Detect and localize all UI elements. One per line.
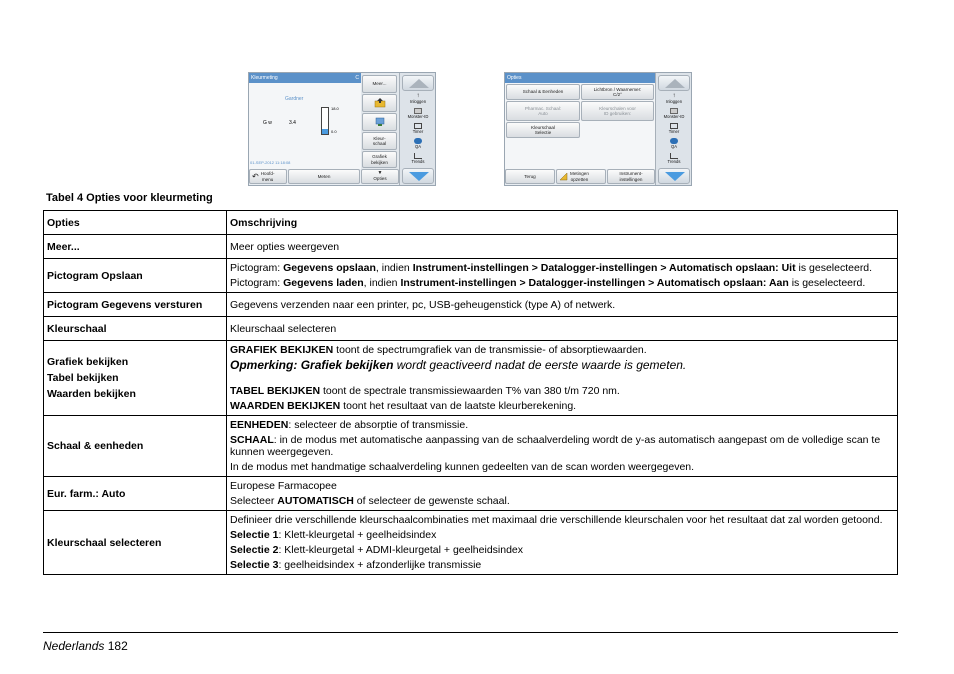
kleurschaal-selectie-button[interactable]: Kleurschaal Selectie — [506, 122, 580, 138]
table-row — [44, 235, 898, 259]
sidebar-label: Inloggen — [409, 99, 427, 104]
sidebar-label: Timer — [668, 129, 680, 134]
sidebar-item-inloggen[interactable] — [658, 92, 690, 107]
sidebar-item-qa[interactable] — [658, 137, 690, 152]
screen-title-right: C — [355, 75, 359, 81]
description-paragraph: Pictogram: Gegevens opslaan, indien Instrument-instellingen > Datalogger-instellingen > Automatisch opslaan: Uit is geselecteerd. — [230, 262, 873, 274]
scale-top: 18.0 — [331, 106, 339, 111]
button-column — [361, 73, 399, 169]
option-cell: Kleurschaal — [44, 317, 227, 341]
screen-title: Kleurmeting — [251, 75, 278, 81]
options-table — [43, 210, 898, 575]
options-area — [505, 83, 655, 169]
home-button[interactable] — [249, 169, 287, 184]
kleurschalen-id-button[interactable]: Kleurschalen voor ID gebruiken: — [581, 101, 654, 121]
table-header-row — [44, 211, 898, 235]
sidebar-item-trends[interactable] — [658, 152, 690, 167]
opties-button[interactable] — [361, 169, 399, 184]
meer-button[interactable]: Meer... — [362, 75, 397, 93]
header-opties: Opties — [44, 211, 227, 235]
note-paragraph: Opmerking: Grafiek bekijken wordt geactiveerd nadat de eerste waarde is gemeten. — [230, 358, 687, 372]
option-line: Grafiek bekijken — [47, 356, 129, 368]
sidebar-label: Trends — [411, 159, 425, 164]
description-cell: Kleurschaal selecteren — [227, 317, 898, 341]
option-cell: Schaal & eenheden — [44, 416, 227, 477]
sidebar-label: Monster-ID — [663, 114, 685, 119]
opties-button-label: Opties — [373, 176, 387, 182]
arrow-up-icon: ↑ — [416, 93, 420, 99]
scale-bottom: 0.0 — [331, 129, 337, 134]
table-row — [44, 477, 898, 511]
description-cell — [227, 341, 898, 416]
sidebar-item-monster-id[interactable] — [402, 107, 434, 122]
sidebar-item-qa[interactable] — [402, 137, 434, 152]
home-button-label: Hoofd- menu — [260, 171, 275, 182]
sidebar-item-timer[interactable] — [658, 122, 690, 137]
scroll-up-button[interactable] — [658, 75, 690, 91]
scale-bar-fill — [322, 129, 328, 134]
sidebar-label: QA — [670, 144, 678, 149]
description-paragraph: Europese Farmacopee — [230, 480, 337, 492]
measurement-area — [249, 83, 361, 169]
description-cell — [227, 511, 898, 575]
footer-rule — [43, 632, 898, 633]
screenshot-opties — [504, 72, 692, 186]
description-paragraph: Selectie 3: geelheidsindex + afzonderlijke transmissie — [230, 559, 482, 571]
sidebar — [399, 73, 435, 185]
schaal-eenheden-button[interactable]: Schaal & Eenheden — [506, 84, 580, 100]
screen-title-bar — [505, 73, 655, 83]
description-cell: Meer opties weergeven — [227, 235, 898, 259]
sidebar-label: Monster-ID — [407, 114, 429, 119]
description-paragraph: EENHEDEN: selecteer de absorptie of transmissie. — [230, 419, 469, 431]
reading-value: 3.4 — [289, 120, 296, 126]
description-paragraph: SCHAAL: in de modus met automatische aanpassing van de schaalverdeling wordt de y-as automatisch aangepast om de volledige scan te kunnen weergegeven. — [230, 434, 881, 458]
sidebar-item-trends[interactable] — [402, 152, 434, 167]
sidebar-label: Inloggen — [665, 99, 683, 104]
description-paragraph: WAARDEN BEKIJKEN toont het resultaat van de laatste kleurberekening. — [230, 400, 577, 412]
option-cell: Pictogram Opslaan — [44, 259, 227, 293]
sidebar — [655, 73, 691, 185]
description-paragraph: Definieer drie verschillende kleurschaalcombinaties met maximaal drie verschillende kleurschalen voor het resultaat dat zal worden getoond. — [230, 514, 883, 526]
back-arrow-icon: ↶ — [252, 171, 259, 181]
screenshot-kleurmeting — [248, 72, 436, 186]
ruler-icon — [559, 172, 568, 181]
sidebar-item-inloggen[interactable] — [402, 92, 434, 107]
timestamp: 01-SEP-2012 11:18:08 — [250, 160, 291, 165]
pharmac-schaal-button[interactable]: Pharmac. Schaal: Auto — [506, 101, 580, 121]
table-row — [44, 416, 898, 477]
scroll-down-button[interactable] — [658, 168, 690, 184]
grafiek-bekijken-button[interactable]: Grafiek bekijken — [362, 151, 397, 168]
table-row — [44, 293, 898, 317]
option-line: Tabel bekijken — [47, 372, 119, 384]
description-paragraph: Pictogram: Gegevens laden, indien Instrument-instellingen > Datalogger-instellingen > Automatisch opslaan: Aan is geselecteerd. — [230, 277, 866, 289]
screen-title: Opties — [507, 75, 522, 81]
table-caption: Tabel 4 Opties voor kleurmeting — [46, 192, 213, 204]
scroll-down-button[interactable] — [402, 168, 434, 184]
description-paragraph: Selectie 1: Klett-kleurgetal + geelheidsindex — [230, 529, 437, 541]
description-cell — [227, 259, 898, 293]
sidebar-label: Trends — [667, 159, 681, 164]
option-cell — [44, 341, 227, 416]
instrument-instellingen-button[interactable]: Instrument- instellingen — [607, 169, 655, 184]
description-paragraph: GRAFIEK BEKIJKEN toont de spectrumgrafiek van de transmissie- of absorptiewaarden. — [230, 344, 647, 356]
meten-button[interactable]: Meten — [288, 169, 360, 184]
save-data-button[interactable] — [362, 94, 397, 112]
sidebar-label: QA — [414, 144, 422, 149]
folder-save-icon — [374, 98, 386, 108]
sidebar-item-monster-id[interactable] — [658, 107, 690, 122]
option-cell: Meer... — [44, 235, 227, 259]
header-omschrijving: Omschrijving — [227, 211, 898, 235]
metingen-opzetten-label: Metingen opzetten — [570, 171, 589, 182]
kleurschaal-button[interactable]: Kleur- schaal — [362, 132, 397, 150]
footer — [43, 639, 128, 653]
page-number: 182 — [107, 639, 128, 653]
table-row — [44, 317, 898, 341]
sidebar-item-timer[interactable] — [402, 122, 434, 137]
description-cell — [227, 416, 898, 477]
description-paragraph: Selecteer AUTOMATISCH of selecteer de gewenste schaal. — [230, 495, 510, 507]
option-cell: Pictogram Gegevens versturen — [44, 293, 227, 317]
send-data-icon — [374, 117, 386, 127]
terug-button[interactable]: Terug — [505, 169, 555, 184]
description-paragraph: In de modus met handmatige schaalverdeling kunnen gedeelten van de scan worden weergegeven. — [230, 461, 695, 473]
table-row — [44, 511, 898, 575]
send-data-button[interactable] — [362, 113, 397, 131]
chevron-down-icon: ▼ — [377, 170, 383, 177]
table-row — [44, 259, 898, 293]
arrow-up-icon: ↑ — [672, 93, 676, 99]
description-cell: Gegevens verzenden naar een printer, pc, USB-geheugenstick (type A) of netwerk. — [227, 293, 898, 317]
description-paragraph: TABEL BEKIJKEN toont de spectrale transmissiewaarden T% van 380 t/m 720 nm. — [230, 385, 620, 397]
graph-label: Gardner — [285, 96, 304, 102]
sidebar-label: Timer — [412, 129, 424, 134]
option-line: Waarden bekijken — [47, 388, 136, 400]
footer-language: Nederlands — [43, 639, 105, 653]
scale-bar — [321, 107, 329, 135]
table-row — [44, 341, 898, 416]
option-cell: Eur. farm.: Auto — [44, 477, 227, 511]
reading-label: G w — [263, 120, 272, 126]
description-cell — [227, 477, 898, 511]
lichtbron-button[interactable]: Lichtbron / Waarnemer: C/2° — [581, 84, 654, 100]
metingen-opzetten-button[interactable] — [556, 169, 606, 184]
option-cell: Kleurschaal selecteren — [44, 511, 227, 575]
screen-title-bar — [249, 73, 361, 83]
scroll-up-button[interactable] — [402, 75, 434, 91]
description-paragraph: Selectie 2: Klett-kleurgetal + ADMI-kleurgetal + geelheidsindex — [230, 544, 524, 556]
